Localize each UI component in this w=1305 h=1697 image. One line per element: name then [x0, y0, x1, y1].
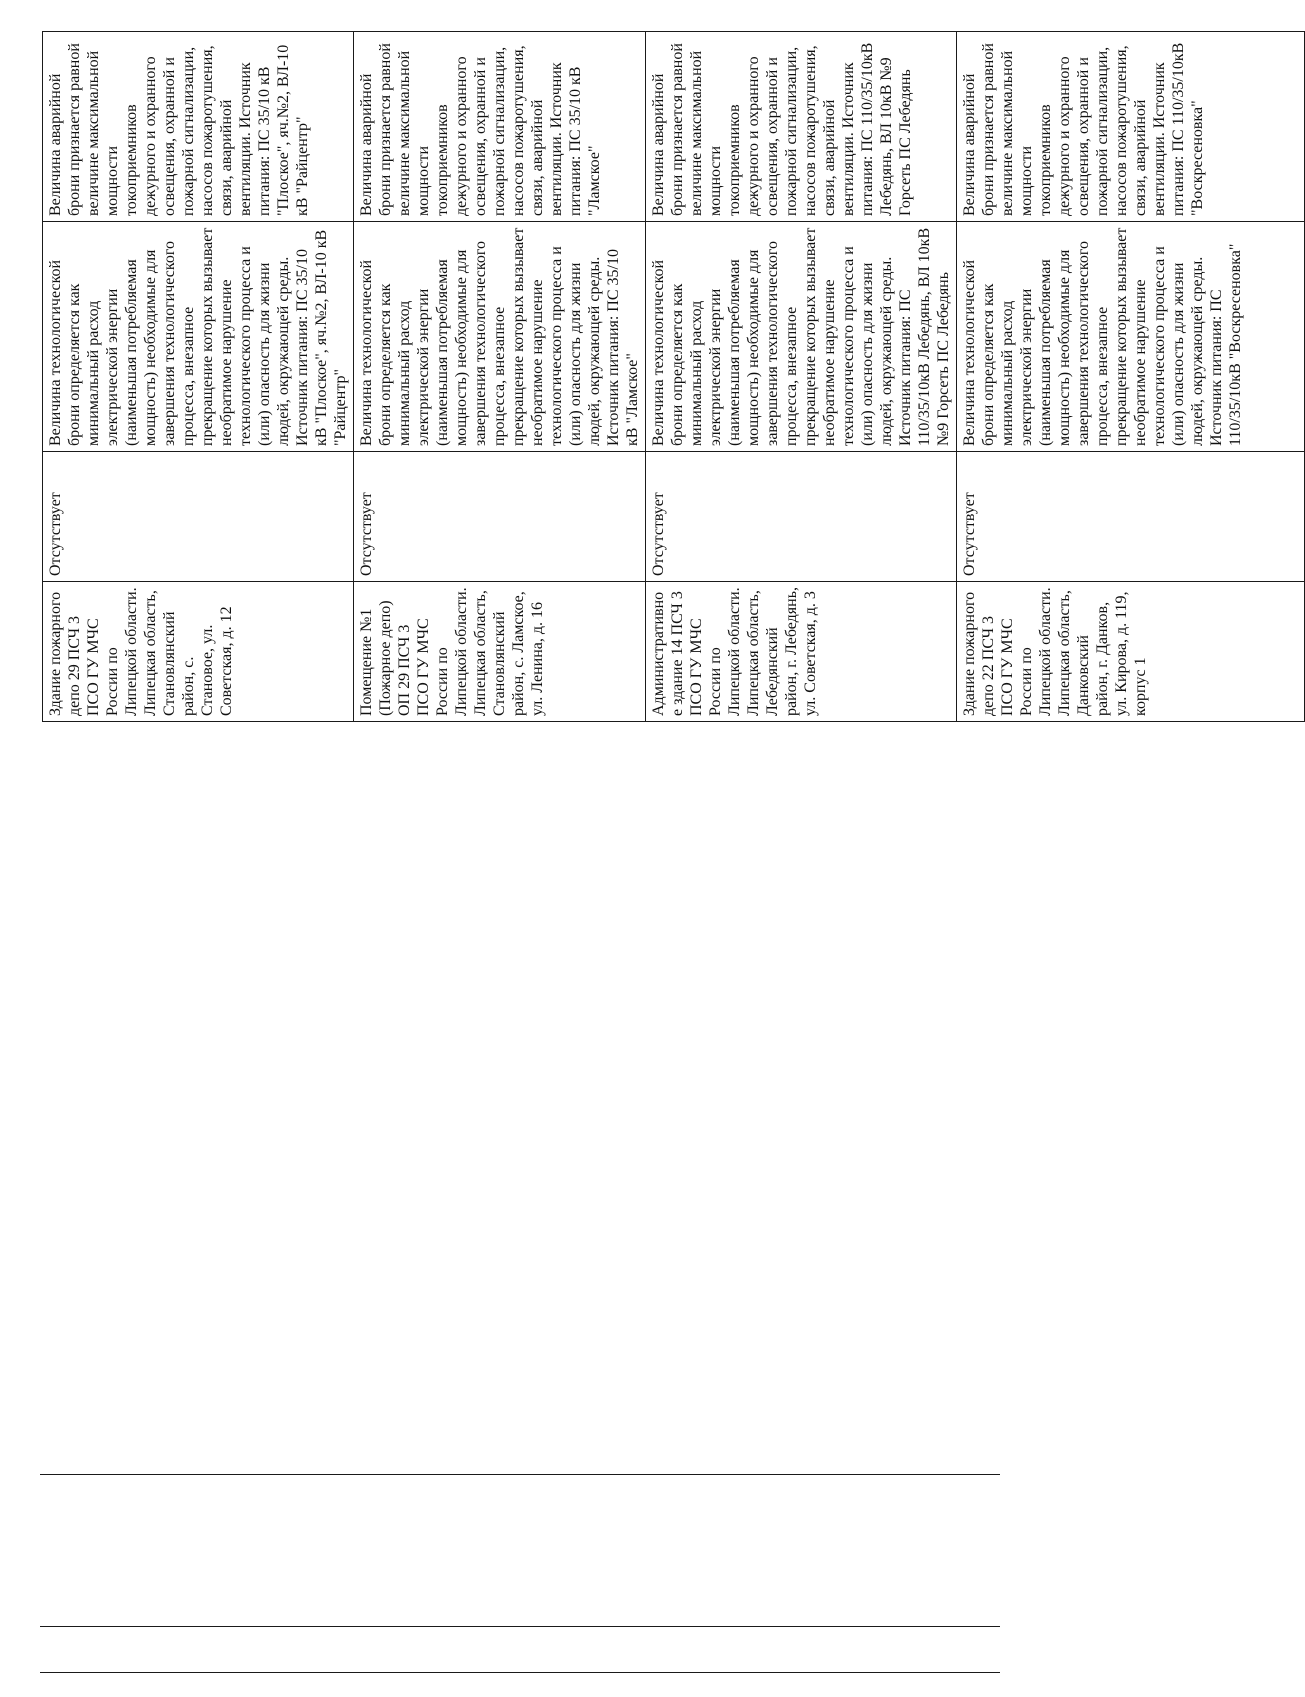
emergency-reserve-cell: Величина аварийной брони признается равной величине максимальной мощности токоприемников дежурного и охранного освещения, охранной и пожарной сигнализации, насосов пожаротушения, связи, аварийной вентиляции. Источник питания: ПС 35/10 кВ "Плоское", яч.№2, ВЛ-10 кВ "Райцентр" [43, 32, 354, 222]
table-row [354, 32, 646, 722]
emergency-reserve-cell: Величина аварийной брони признается равной величине максимальной мощности токоприемников дежурного и охранного освещения, охранной и пожарной сигнализации, насосов пожаротушения, связи, аварийной вентиляции. Источник питания: ПС 35/10 кВ "Ламское" [354, 32, 646, 222]
signature-line-2 [40, 1626, 1000, 1627]
power-reserve-table [42, 31, 1305, 722]
building-cell: Помещение №1 (Пожарное депо) ОП 29 ПСЧ 3 ПСО ГУ МЧС России по Липецкой области. Липецкая область, Становлянский район, с. Ламское, ул. Ленина, д. 16 [354, 582, 646, 722]
tech-reserve-cell: Величина технологической брони определяется как минимальный расход электрической энергии (наименьшая потребляемая мощность) необходимые для завершения технологического процесса, внезапное прекращение которых вызывает необратимое нарушение технологического процесса и (или) опасность для жизни людей, окружающей среды. Источник питания: ПС 110/35/10кВ Лебедянь, ВЛ 10кВ №9 Горсеть ПС Лебедянь [646, 222, 957, 452]
tech-reserve-cell: Величина технологической брони определяется как минимальный расход электрической энергии (наименьшая потребляемая мощность) необходимые для завершения технологического процесса, внезапное прекращение которых вызывает необратимое нарушение технологического процесса и (или) опасность для жизни людей, окружающей среды. Источник питания: ПС 110/35/10кВ "Воскресеновка" [957, 222, 1305, 452]
status-cell: Отсутствует [957, 452, 1305, 582]
table-row [957, 32, 1305, 722]
tech-reserve-cell: Величина технологической брони определяется как минимальный расход электрической энергии (наименьшая потребляемая мощность) необходимые для завершения технологического процесса, внезапное прекращение которых вызывает необратимое нарушение технологического процесса и (или) опасность для жизни людей, окружающей среды. Источник питания: ПС 35/10 кВ "Плоское", яч.№2, ВЛ-10 кВ "Райцентр" [43, 222, 354, 452]
table-row [646, 32, 957, 722]
building-cell: Административное здание 14 ПСЧ 3 ПСО ГУ МЧС России по Липецкой области. Липецкая область, Лебедянский район, г. Лебедянь, ул. Советская, д. 3 [646, 582, 957, 722]
building-cell: Здание пожарного депо 29 ПСЧ 3 ПСО ГУ МЧС России по Липецкой области. Липецкая область, Становлянский район, с. Становое, ул. Советская, д. 12 [43, 582, 354, 722]
building-cell: Здание пожарного депо 22 ПСЧ 3 ПСО ГУ МЧС России по Липецкой области. Липецкая область, Данковский район, г. Данков, ул. Кирова, д. 119, корпус 1 [957, 582, 1305, 722]
status-cell: Отсутствует [354, 452, 646, 582]
signature-line-3 [40, 1672, 1000, 1673]
tech-reserve-cell: Величина технологической брони определяется как минимальный расход электрической энергии (наименьшая потребляемая мощность) необходимые для завершения технологического процесса, внезапное прекращение которых вызывает необратимое нарушение технологического процесса и (или) опасность для жизни людей, окружающей среды. Источник питания: ПС 35/10 кВ "Ламское" [354, 222, 646, 452]
signature-line-1 [40, 1474, 1000, 1475]
status-cell: Отсутствует [646, 452, 957, 582]
emergency-reserve-cell: Величина аварийной брони признается равной величине максимальной мощности токоприемников дежурного и охранного освещения, охранной и пожарной сигнализации, насосов пожаротушения, связи, аварийной вентиляции. Источник питания: ПС 110/35/10кВ "Воскресеновка" [957, 32, 1305, 222]
rotated-table-container [42, 32, 1244, 722]
emergency-reserve-cell: Величина аварийной брони признается равной величине максимальной мощности токоприемников дежурного и охранного освещения, охранной и пожарной сигнализации, насосов пожаротушения, связи, аварийной вентиляции. Источник питания: ПС 110/35/10кВ Лебедянь, ВЛ 10кВ №9 Горсеть ПС Лебедянь [646, 32, 957, 222]
table-row [43, 32, 354, 722]
status-cell: Отсутствует [43, 452, 354, 582]
